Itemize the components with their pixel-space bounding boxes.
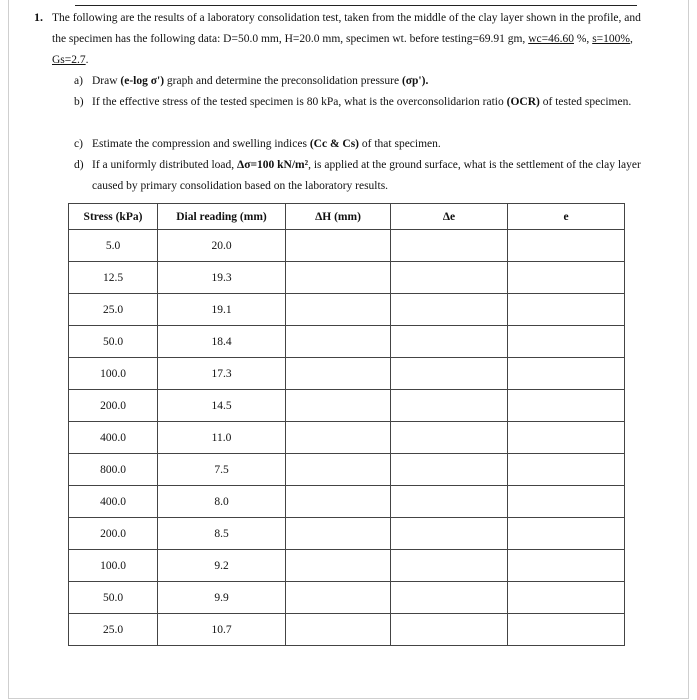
- sub-question-text: [92, 71, 652, 92]
- cell-empty: [508, 486, 625, 518]
- sub-question-label: c): [74, 138, 83, 150]
- cell-empty: [508, 230, 625, 262]
- cell-stress: 12.5: [69, 262, 158, 294]
- table-row: [69, 294, 625, 326]
- cell-empty: [391, 358, 508, 390]
- table-row: [69, 262, 625, 294]
- cell-empty: [508, 614, 625, 646]
- cell-stress: 100.0: [69, 358, 158, 390]
- table-row: [69, 550, 625, 582]
- table-row: [69, 326, 625, 358]
- saturation: s=100%: [592, 33, 630, 45]
- header-delta-h: ΔH (mm): [286, 204, 391, 230]
- cell-empty: [286, 294, 391, 326]
- cell-dial-reading: 9.2: [158, 550, 286, 582]
- sub-question-text: [92, 155, 652, 197]
- cell-empty: [508, 454, 625, 486]
- comma-text: ,: [629, 33, 633, 45]
- sub-question-pre: If a uniformly distributed load,: [92, 159, 237, 171]
- top-rule: [75, 5, 637, 6]
- sub-question-label: a): [74, 75, 83, 87]
- header-dial-reading: Dial reading (mm): [158, 204, 286, 230]
- cell-empty: [286, 518, 391, 550]
- cell-empty: [391, 262, 508, 294]
- cell-empty: [286, 390, 391, 422]
- table-row: [69, 486, 625, 518]
- cell-empty: [286, 486, 391, 518]
- cell-dial-reading: 17.3: [158, 358, 286, 390]
- cell-dial-reading: 8.5: [158, 518, 286, 550]
- cell-empty: [508, 422, 625, 454]
- cell-empty: [508, 518, 625, 550]
- header-delta-e: Δe: [391, 204, 508, 230]
- table-row: [69, 614, 625, 646]
- sub-question-text: [92, 92, 652, 113]
- sub-question-bold2: (σp').: [401, 75, 429, 87]
- consolidation-table: [68, 203, 625, 646]
- specific-gravity: Gs=2.7: [52, 54, 86, 66]
- cell-empty: [391, 390, 508, 422]
- cell-empty: [508, 390, 625, 422]
- cell-empty: [508, 294, 625, 326]
- cell-dial-reading: 20.0: [158, 230, 286, 262]
- sub-question-pre: Estimate the compression and swelling indices: [92, 138, 310, 150]
- cell-empty: [391, 230, 508, 262]
- header-stress: Stress (kPa): [69, 204, 158, 230]
- cell-empty: [391, 486, 508, 518]
- sub-question-bold: (OCR): [506, 96, 540, 108]
- cell-empty: [286, 422, 391, 454]
- cell-empty: [391, 582, 508, 614]
- sub-question-bold: Δσ=100 kN/m²: [237, 159, 309, 171]
- sub-question-bold: (e-log σ'): [120, 75, 165, 87]
- cell-empty: [391, 454, 508, 486]
- sub-question-post: of that specimen.: [359, 138, 441, 150]
- cell-stress: 100.0: [69, 550, 158, 582]
- sub-question-post: of tested specimen.: [539, 96, 632, 108]
- cell-stress: 25.0: [69, 614, 158, 646]
- cell-dial-reading: 10.7: [158, 614, 286, 646]
- cell-stress: 800.0: [69, 454, 158, 486]
- cell-empty: [391, 326, 508, 358]
- table-row: [69, 582, 625, 614]
- cell-stress: 200.0: [69, 390, 158, 422]
- cell-dial-reading: 19.3: [158, 262, 286, 294]
- sub-question-label: d): [74, 159, 84, 171]
- cell-dial-reading: 7.5: [158, 454, 286, 486]
- cell-empty: [508, 262, 625, 294]
- cell-empty: [286, 358, 391, 390]
- cell-empty: [508, 358, 625, 390]
- cell-empty: [391, 550, 508, 582]
- cell-empty: [286, 614, 391, 646]
- cell-dial-reading: 14.5: [158, 390, 286, 422]
- table-row: [69, 422, 625, 454]
- cell-empty: [286, 230, 391, 262]
- cell-stress: 400.0: [69, 486, 158, 518]
- sub-question-pre: Draw: [92, 75, 121, 87]
- cell-dial-reading: 18.4: [158, 326, 286, 358]
- sub-question-text: [92, 134, 652, 155]
- cell-dial-reading: 9.9: [158, 582, 286, 614]
- sub-question-pre: If the effective stress of the tested specimen is 80 kPa, what is the overconsolidarion ratio: [92, 96, 507, 108]
- cell-dial-reading: 11.0: [158, 422, 286, 454]
- sub-question-post: , is applied at the ground surface, what is the settlement of the clay layer caused by primary consolidation based on the laboratory results.: [92, 159, 641, 192]
- cell-empty: [391, 294, 508, 326]
- table-row: [69, 454, 625, 486]
- header-e: e: [508, 204, 625, 230]
- table-header-row: [69, 204, 625, 230]
- sub-question-bold: (Cc & Cs): [309, 138, 360, 150]
- table-row: [69, 230, 625, 262]
- cell-empty: [286, 262, 391, 294]
- cell-empty: [286, 454, 391, 486]
- cell-empty: [286, 550, 391, 582]
- table-row: [69, 358, 625, 390]
- water-content: wc=46.60: [528, 33, 574, 45]
- percent-text: %,: [573, 33, 593, 45]
- cell-stress: 50.0: [69, 582, 158, 614]
- period-text: .: [85, 54, 89, 66]
- cell-stress: 50.0: [69, 326, 158, 358]
- cell-empty: [286, 326, 391, 358]
- sub-question-post: graph and determine the preconsolidation pressure: [164, 75, 402, 87]
- question-number: 1.: [34, 10, 43, 24]
- cell-stress: 400.0: [69, 422, 158, 454]
- sub-question-label: b): [74, 96, 84, 108]
- cell-empty: [391, 518, 508, 550]
- cell-dial-reading: 19.1: [158, 294, 286, 326]
- cell-empty: [391, 614, 508, 646]
- cell-empty: [391, 422, 508, 454]
- table-row: [69, 390, 625, 422]
- table-row: [69, 518, 625, 550]
- cell-stress: 200.0: [69, 518, 158, 550]
- cell-stress: 5.0: [69, 230, 158, 262]
- cell-empty: [508, 326, 625, 358]
- cell-empty: [286, 582, 391, 614]
- cell-stress: 25.0: [69, 294, 158, 326]
- cell-empty: [508, 550, 625, 582]
- intro-text: The following are the results of a laboratory consolidation test, taken from the middle of the clay layer shown in the profile, and the specimen has the following data: D=50.0 mm, H=20.0 mm, specimen wt. before testing=69.91 gm,: [52, 12, 641, 45]
- problem-statement: [52, 8, 652, 71]
- cell-empty: [508, 582, 625, 614]
- cell-dial-reading: 8.0: [158, 486, 286, 518]
